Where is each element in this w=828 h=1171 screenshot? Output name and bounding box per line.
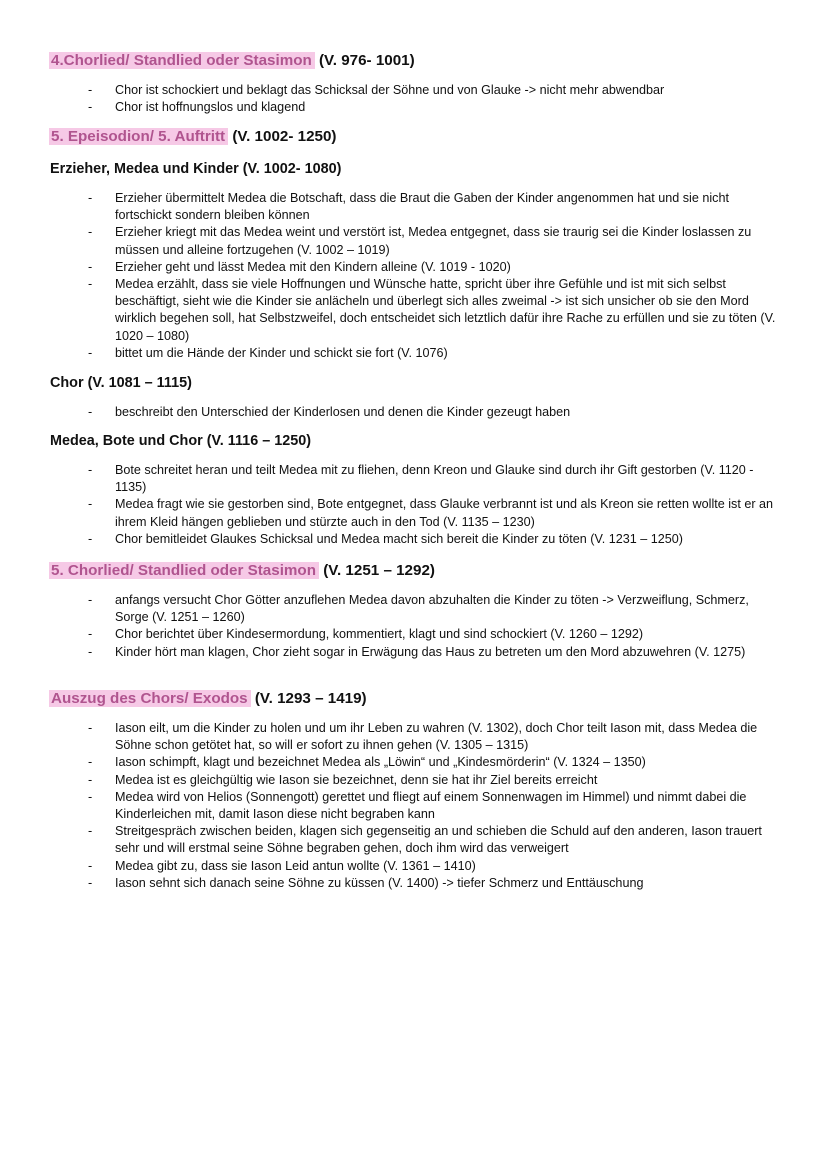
list-item: - Medea gibt zu, dass sie Iason Leid antun wollte (V. 1361 – 1410) bbox=[88, 858, 476, 873]
section-heading bbox=[49, 689, 367, 708]
list-item: - Streitgespräch zwischen beiden, klagen sich gegenseitig an und schieben die Schuld auf den anderen, Iason trauert sehr und will erstmal seine Söhne begraben gehen, doch ihm wird das verweigert bbox=[88, 824, 762, 856]
list-item: - Chor berichtet über Kindesermordung, kommentiert, klagt und sind schockiert (V. 1260 – 1292) bbox=[88, 627, 644, 642]
list-item: - Medea erzählt, dass sie viele Hoffnungen und Wünsche hatte, spricht über ihre Gefühle und ist mit sich selbst beschäftigt, sieht wie die Kinder sie anlächeln und überlegt sich alles zweimal -> ist sich unsicher ob sie den Mord wirklich begehen soll, hat Selbstzweifel, doch entscheidet sich letztlich dafür ihre Rache zu erfüllen und sie zu töten (V. 1020 – 1080) bbox=[88, 277, 776, 343]
subsection-heading: Chor (V. 1081 – 1115) bbox=[50, 375, 192, 391]
list-item: - Medea ist es gleichgültig wie Iason sie bezeichnet, denn sie hat ihr Ziel bereits erreicht bbox=[88, 772, 598, 787]
heading-verse-ref: (V. 1002- 1250) bbox=[228, 128, 337, 145]
list-item: - Iason eilt, um die Kinder zu holen und um ihr Leben zu wahren (V. 1302), doch Chor teilt Iason mit, dass Medea die Söhne schon getötet hat, so will er sofort zu ihnen gehen (V. 1305 – 1315) bbox=[88, 721, 758, 753]
bullet-list bbox=[0, 462, 828, 548]
list-item: - Medea wird von Helios (Sonnengott) gerettet und fliegt auf einem Sonnenwagen im Himmel) und nimmt dabei die Kinderleichen mit, damit Iason diese nicht begraben kann bbox=[88, 789, 747, 822]
list-item: - Kinder hört man klagen, Chor zieht sogar in Erwägung das Haus zu betreten um den Mord abzuwehren (V. 1275) bbox=[88, 644, 746, 659]
heading-verse-ref: (V. 1293 – 1419) bbox=[250, 690, 367, 707]
list-item: - Chor ist hoffnungslos und klagend bbox=[88, 100, 306, 115]
list-item: - Iason schimpft, klagt und bezeichnet Medea als „Löwin“ und „Kindesmörderin“ (V. 1324 – 1350) bbox=[88, 755, 646, 770]
section-heading bbox=[49, 127, 336, 146]
list-item: - Erzieher geht und lässt Medea mit den Kindern alleine (V. 1019 - 1020) bbox=[88, 259, 511, 274]
list-item: - bittet um die Hände der Kinder und schickt sie fort (V. 1076) bbox=[88, 345, 448, 360]
heading-highlight: Auszug des Chors/ Exodos bbox=[49, 690, 251, 707]
bullet-list bbox=[0, 82, 828, 116]
list-item: - Chor bemitleidet Glaukes Schicksal und Medea macht sich bereit die Kinder zu töten (V. 1231 – 1250) bbox=[88, 531, 683, 546]
list-item: - Iason sehnt sich danach seine Söhne zu küssen (V. 1400) -> tiefer Schmerz und Enttäuschung bbox=[88, 875, 644, 890]
heading-highlight: 5. Chorlied/ Standlied oder Stasimon bbox=[49, 562, 319, 579]
bullet-list bbox=[0, 592, 828, 661]
list-item: - Chor ist schockiert und beklagt das Schicksal der Söhne und von Glauke -> nicht mehr abwendbar bbox=[88, 83, 665, 97]
bullet-list bbox=[0, 190, 828, 362]
section-heading bbox=[49, 561, 435, 580]
bullet-list bbox=[0, 404, 828, 421]
list-item: - Medea fragt wie sie gestorben sind, Bote entgegnet, dass Glauke verbrannt ist und als Kreon sie retten wollte ist er an ihrem Kleid hängen geblieben und stürzte auch in den Tod (V. 1135 – 1230) bbox=[88, 497, 774, 529]
list-item: - Erzieher kriegt mit das Medea weint und verstört ist, Medea entgegnet, dass sie traurig sei die Kinder loslassen zu müssen und alleine fortzugehen (V. 1002 – 1019) bbox=[88, 225, 752, 257]
list-item: - Bote schreitet heran und teilt Medea mit zu fliehen, denn Kreon und Glauke sind durch ihr Gift gestorben (V. 1120 - 1135) bbox=[88, 463, 754, 495]
list-item: - Erzieher übermittelt Medea die Botschaft, dass die Braut die Gaben der Kinder angenommen hat und sie nicht fortschickt sondern bleiben können bbox=[88, 191, 729, 223]
heading-verse-ref: (V. 976- 1001) bbox=[314, 52, 415, 69]
heading-verse-ref: (V. 1251 – 1292) bbox=[318, 562, 435, 579]
subsection-heading: Erzieher, Medea und Kinder (V. 1002- 1080) bbox=[50, 161, 342, 177]
subsection-heading: Medea, Bote und Chor (V. 1116 – 1250) bbox=[50, 433, 311, 449]
section-heading bbox=[49, 51, 415, 70]
heading-highlight: 5. Epeisodion/ 5. Auftritt bbox=[49, 128, 228, 145]
list-item: - anfangs versucht Chor Götter anzuflehen Medea davon abzuhalten die Kinder zu töten -> Verzweiflung, Schmerz, Sorge (V. 1251 – 1260) bbox=[88, 593, 749, 625]
list-item: - beschreibt den Unterschied der Kinderlosen und denen die Kinder gezeugt haben bbox=[88, 405, 571, 419]
bullet-list bbox=[0, 720, 828, 892]
heading-highlight: 4.Chorlied/ Standlied oder Stasimon bbox=[49, 52, 315, 69]
